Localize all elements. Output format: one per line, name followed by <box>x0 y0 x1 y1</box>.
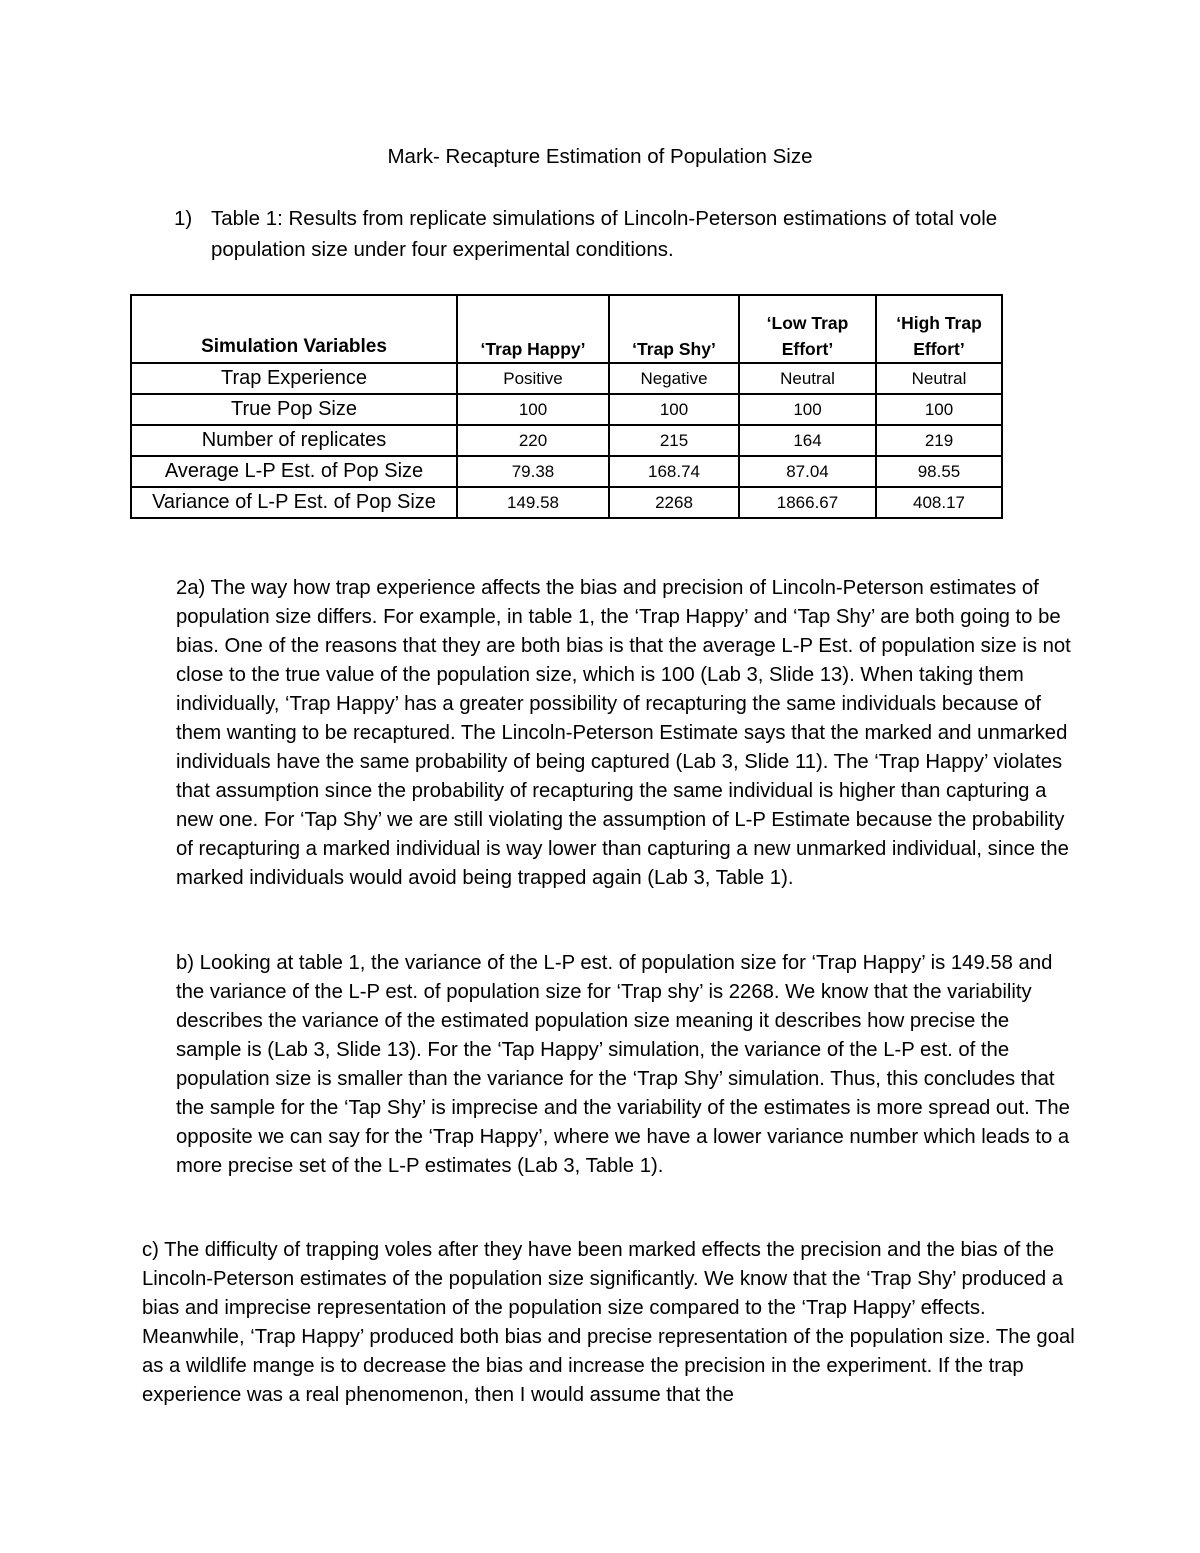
table-row <box>131 363 1002 394</box>
table-cell: 2268 <box>609 487 739 518</box>
table-header-row <box>131 295 1002 363</box>
table-row <box>131 425 1002 456</box>
table-cell: Neutral <box>739 363 876 394</box>
table-cell: 215 <box>609 425 739 456</box>
table-cell: 98.55 <box>876 456 1002 487</box>
table-cell: 87.04 <box>739 456 876 487</box>
table-cell: 100 <box>739 394 876 425</box>
table-cell: 149.58 <box>457 487 609 518</box>
table-cell: 168.74 <box>609 456 739 487</box>
header-simulation-variables: Simulation Variables <box>131 295 457 363</box>
header-low-trap-effort: ‘Low Trap Effort’ <box>739 295 876 363</box>
question-1 <box>174 203 1074 265</box>
table-cell: 100 <box>609 394 739 425</box>
table-row <box>131 456 1002 487</box>
table-cell: 100 <box>457 394 609 425</box>
table-cell: Positive <box>457 363 609 394</box>
table-cell: 79.38 <box>457 456 609 487</box>
table-cell: Neutral <box>876 363 1002 394</box>
header-trap-shy: ‘Trap Shy’ <box>609 295 739 363</box>
table-cell: 219 <box>876 425 1002 456</box>
document-title: Mark- Recapture Estimation of Population Size <box>387 145 813 168</box>
answer-2c-paragraph: c) The difficulty of trapping voles after they have been marked effects the precision and the bias of the Lincoln-Peterson estimates of the population size significantly. We know that the ‘Trap Shy’ produced a bias and imprecise representation of the population size compared to the ‘Trap Happy’ effects. Meanwhile, ‘Trap Happy’ produced both bias and precise representation of the population size. The goal as a wildlife mange is to decrease the bias and increase the precision in the experiment. If the trap experience was a real phenomenon, then I would assume that the <box>142 1239 1075 1406</box>
header-trap-happy: ‘Trap Happy’ <box>457 295 609 363</box>
answer-2a-paragraph: 2a) The way how trap experience affects the bias and precision of Lincoln-Peterson estimates of population size differs. For example, in table 1, the ‘Trap Happy’ and ‘Tap Shy’ are both going to be bias. One of the reasons that they are both bias is that the average L-P Est. of population size is not close to the true value of the population size, which is 100 (Lab 3, Slide 13). When taking them individually, ‘Trap Happy’ has a greater possibility of recapturing the same individuals because of them wanting to be recaptured. The Lincoln-Peterson Estimate says that the marked and unmarked individuals have the same probability of being captured (Lab 3, Slide 11). The ‘Trap Happy’ violates that assumption since the probability of recapturing the same individual is higher than capturing a new one. For ‘Tap Shy’ we are still violating the assumption of L-P Estimate because the probability of recapturing a marked individual is way lower than capturing a new unmarked individual, since the marked individuals would avoid being trapped again (Lab 3, Table 1). <box>176 577 1071 889</box>
table-cell: 1866.67 <box>739 487 876 518</box>
table-cell: Negative <box>609 363 739 394</box>
table-cell: 164 <box>739 425 876 456</box>
table-caption: Table 1: Results from replicate simulations of Lincoln-Peterson estimations of total vole population size under four experimental conditions. <box>211 207 998 261</box>
table-cell: 220 <box>457 425 609 456</box>
row-label: Number of replicates <box>131 425 457 456</box>
table-row <box>131 394 1002 425</box>
header-high-trap-effort: ‘High Trap Effort’ <box>876 295 1002 363</box>
row-label: Variance of L-P Est. of Pop Size <box>131 487 457 518</box>
simulation-table <box>130 294 1003 519</box>
table-row <box>131 487 1002 518</box>
question-number: 1) <box>174 207 193 230</box>
table-cell: 408.17 <box>876 487 1002 518</box>
table-cell: 100 <box>876 394 1002 425</box>
row-label: True Pop Size <box>131 394 457 425</box>
row-label: Trap Experience <box>131 363 457 394</box>
answer-2b-paragraph: b) Looking at table 1, the variance of the L-P est. of population size for ‘Trap Happy’ is 149.58 and the variance of the L-P est. of population size for ‘Trap shy’ is 2268. We know that the variability describes the variance of the estimated population size meaning it describes how precise the sample is (Lab 3, Slide 13). For the ‘Tap Happy’ simulation, the variance of the L-P est. of the population size is smaller than the variance for the ‘Trap Shy’ simulation. Thus, this concludes that the sample for the ‘Tap Shy’ is imprecise and the variability of the estimates is more spread out. The opposite we can say for the ‘Trap Happy’, where we have a lower variance number which leads to a more precise set of the L-P estimates (Lab 3, Table 1). <box>176 952 1070 1177</box>
row-label: Average L-P Est. of Pop Size <box>131 456 457 487</box>
